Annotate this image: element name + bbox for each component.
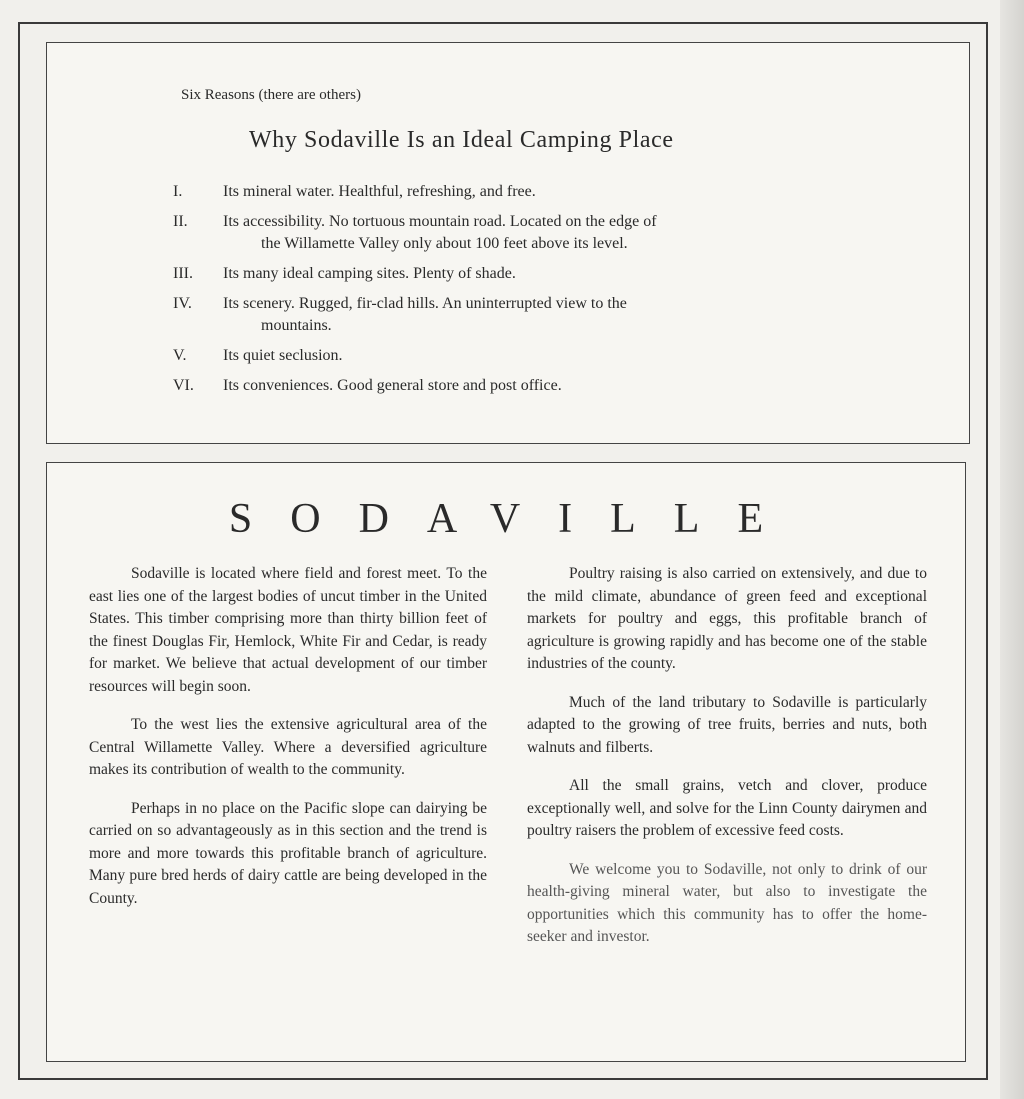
- reason-text: Its conveniences. Good general store and post office.: [223, 377, 562, 394]
- reason-item: [173, 263, 853, 285]
- left-column: [89, 563, 487, 926]
- reason-continuation: mountains.: [261, 317, 332, 334]
- reason-continuation: the Willamette Valley only about 100 feet above its level.: [261, 235, 628, 252]
- sodaville-title: SODAVILLE: [228, 496, 802, 542]
- reason-number: VI.: [173, 377, 194, 394]
- sodaville-box: [46, 462, 966, 1062]
- reason-item: [173, 375, 853, 397]
- reasons-list: [173, 181, 853, 405]
- reason-text: Its scenery. Rugged, fir-clad hills. An uninterrupted view to the: [223, 295, 627, 312]
- reason-item: [173, 345, 853, 367]
- reason-number: I.: [173, 183, 183, 200]
- paragraph: Poultry raising is also carried on extensively, and due to the mild climate, abundance of green feed and exceptional markets for poultry and eggs, this profitable branch of agriculture is growing rapidly and has become one of the stable industries of the county.: [527, 565, 927, 672]
- page-edge: [1000, 0, 1024, 1099]
- reasons-intro: Six Reasons (there are others): [181, 87, 361, 103]
- right-column: [527, 563, 927, 965]
- reason-text: Its mineral water. Healthful, refreshing, and free.: [223, 183, 536, 200]
- paragraph: Sodaville is located where field and forest meet. To the east lies one of the largest bodies of uncut timber in the United States. This timber comprising more than thirty billion feet of the finest Douglas Fir, Hemlock, White Fir and Cedar, is ready for market. We believe that actual development of our timber resources will begin soon.: [89, 565, 487, 695]
- paragraph: Much of the land tributary to Sodaville is particularly adapted to the growing of tree fruits, berries and nuts, both walnuts and filberts.: [527, 693, 927, 756]
- reasons-title: Why Sodaville Is an Ideal Camping Place: [249, 127, 674, 153]
- reason-item: [173, 211, 853, 255]
- reason-item: [173, 181, 853, 203]
- reason-number: IV.: [173, 295, 192, 312]
- paragraph: To the west lies the extensive agricultural area of the Central Willamette Valley. Where a deversified agriculture makes its contribution of wealth to the community.: [89, 716, 487, 778]
- reason-item: [173, 293, 853, 337]
- reason-number: V.: [173, 347, 187, 364]
- reasons-box: [46, 42, 970, 444]
- reason-number: II.: [173, 213, 188, 230]
- reason-text: Its many ideal camping sites. Plenty of shade.: [223, 265, 516, 282]
- reason-text: Its quiet seclusion.: [223, 347, 343, 364]
- reason-text: Its accessibility. No tortuous mountain road. Located on the edge of: [223, 213, 657, 230]
- reason-number: III.: [173, 265, 193, 282]
- paragraph: We welcome you to Sodaville, not only to drink of our health-giving mineral water, but also to investigate the opportunities which this community has to offer the home-seeker and investor.: [527, 860, 927, 945]
- paragraph: All the small grains, vetch and clover, produce exceptionally well, and solve for the Linn County dairymen and poultry raisers the problem of excessive feed costs.: [527, 777, 927, 839]
- paragraph: Perhaps in no place on the Pacific slope can dairying be carried on so advantageously as in this section and the trend is more and more towards this profitable branch of agriculture. Many pure bred herds of dairy cattle are being developed in the County.: [89, 799, 487, 907]
